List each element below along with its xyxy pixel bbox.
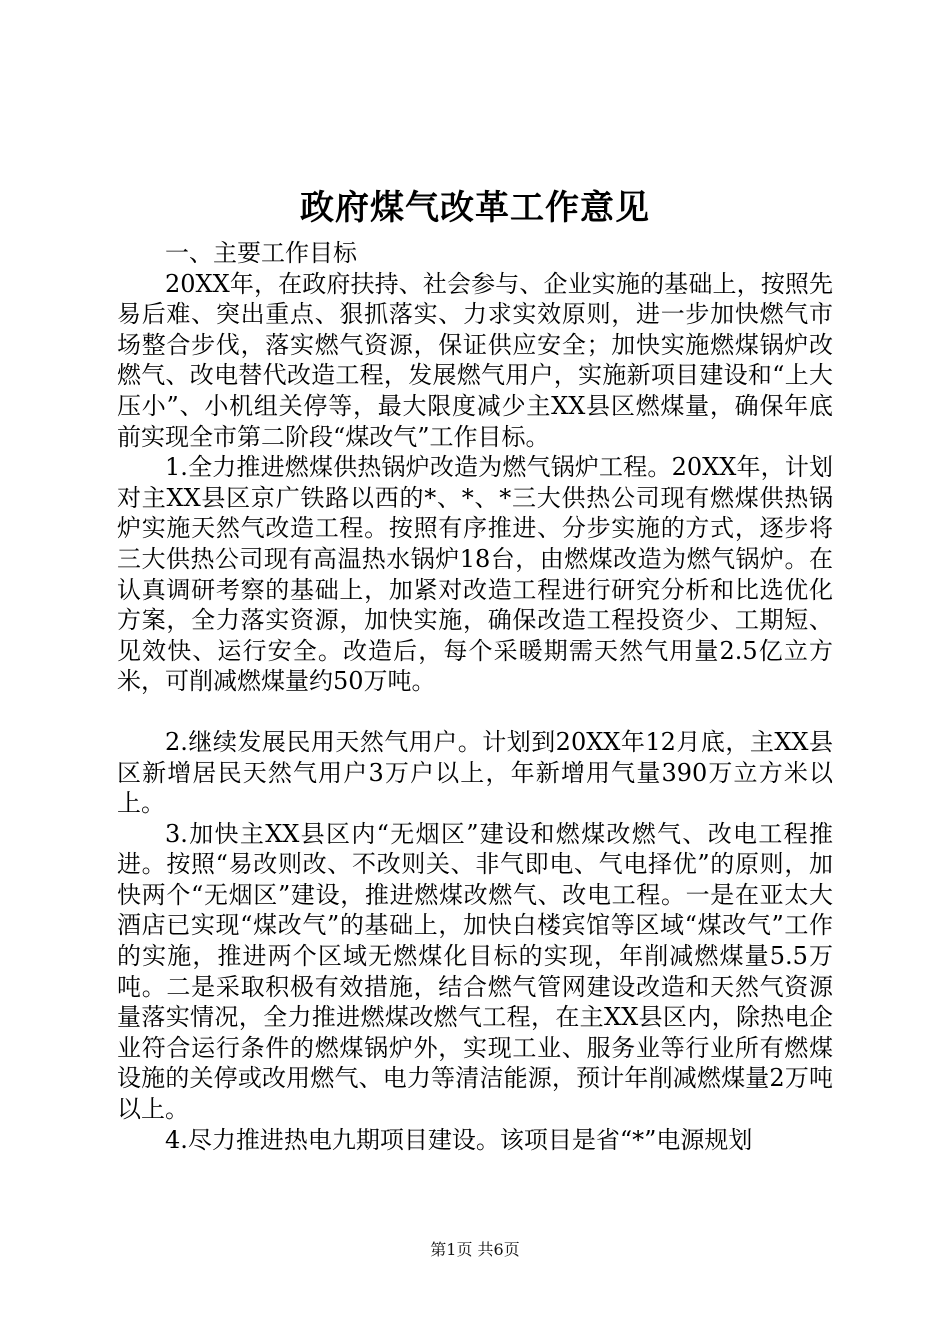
paragraph-item-1: 1.全力推进燃煤供热锅炉改造为燃气锅炉工程。20XX年，计划对主XX县区京广铁路以西的*、*、*三大供热公司现有燃煤供热锅炉实施天然气改造工程。按照有序推进、分步实施的方式，逐步将三大供热公司现有高温热水锅炉18台，由燃煤改造为燃气锅炉。在认真调研考察的基础上，加紧对改造工程进行研究分析和比选优化方案，全力落实资源，加快实施，确保改造工程投资少、工期短、见效快、运行安全。改造后，每个采暖期需天然气用量2.5亿立方米，可削减燃煤量约50万吨。: [117, 453, 833, 696]
paragraph-item-2: 2.继续发展民用天然气用户。计划到20XX年12月底，主XX县区新增居民天然气用户3万户以上，年新增用气量390万立方米以上。: [117, 727, 833, 818]
paragraph-item-3: 3.加快主XX县区内“无烟区”建设和燃煤改燃气、改电工程推进。按照“易改则改、不改则关、非气即电、气电择优”的原则，加快两个“无烟区”建设，推进燃煤改燃气、改电工程。一是在亚太大酒店已实现“煤改气”的基础上，加快白楼宾馆等区域“煤改气”工作的实施，推进两个区域无燃煤化目标的实现，年削减燃煤量5.5万吨。二是采取积极有效措施，结合燃气管网建设改造和天然气资源量落实情况，全力推进燃煤改燃气工程，在主XX县区内，除热电企业符合运行条件的燃煤锅炉外，实现工业、服务业等行业所有燃煤设施的关停或改用燃气、电力等清洁能源，预计年削减燃煤量2万吨以上。: [117, 819, 833, 1124]
paragraph-goal-summary: 20XX年，在政府扶持、社会参与、企业实施的基础上，按照先易后难、突出重点、狠抓落实、力求实效原则，进一步加快燃气市场整合步伐，落实燃气资源，保证供应安全；加快实施燃煤锅炉改燃气、改电替代改造工程，发展燃气用户，实施新项目建设和“上大压小”、小机组关停等，最大限度减少主XX县区燃煤量，确保年底前实现全市第二阶段“煤改气”工作目标。: [117, 269, 833, 451]
paragraph-item-4: 4.尽力推进热电九期项目建设。该项目是省“*”电源规划: [165, 1125, 753, 1154]
document-title: 政府煤气改革工作意见: [300, 188, 650, 228]
page-number-footer: 第1页 共6页: [430, 1240, 520, 1259]
document-body: [117, 238, 833, 1155]
section-heading: 一、主要工作目标: [165, 239, 357, 267]
